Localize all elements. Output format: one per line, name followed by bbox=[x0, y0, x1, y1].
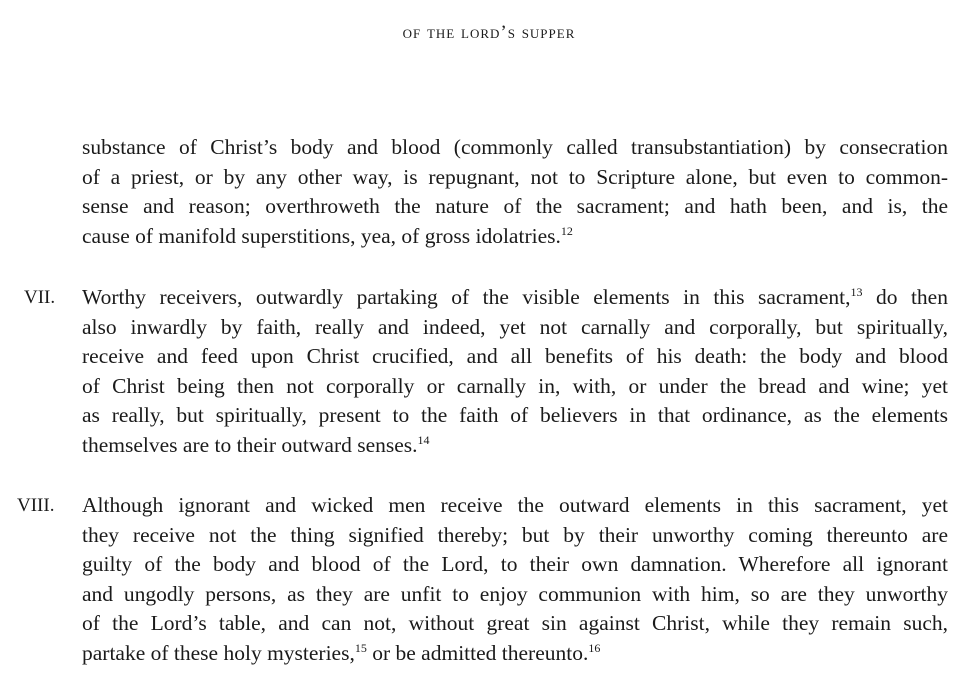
footnote-ref: 12 bbox=[560, 223, 573, 238]
text-fragment: partake of these holy mysteries, bbox=[82, 640, 355, 665]
text-line bbox=[82, 639, 948, 669]
text-line bbox=[82, 431, 948, 461]
text-line: and ungodly persons, as they are unfit to enjoy communion with him, so are they unworthy bbox=[82, 581, 948, 606]
text-line: they receive not the thing signified thereby; but by their unworthy coming thereunto are bbox=[82, 522, 948, 547]
text-fragment: themselves are to their outward senses. bbox=[82, 432, 418, 457]
text-line: also inwardly by faith, really and indeed, yet not carnally and corporally, but spiritually, bbox=[82, 314, 948, 339]
text-line: sense and reason; overthroweth the nature of the sacrament; and hath been, and is, the bbox=[82, 194, 948, 219]
text-line: of a priest, or by any other way, is repugnant, not to Scripture alone, but even to common- bbox=[82, 164, 948, 189]
footnote-ref: 14 bbox=[417, 432, 430, 447]
running-head: of the lord’s supper bbox=[402, 22, 576, 43]
section-number-vii: VII. bbox=[24, 287, 56, 308]
text-line: Although ignorant and wicked men receive the outward elements in this sacrament, yet bbox=[82, 493, 948, 517]
section-vi-continuation bbox=[82, 133, 948, 251]
text-line bbox=[82, 222, 948, 252]
section-number-viii: VIII. bbox=[17, 495, 55, 516]
footnote-ref: 15 bbox=[354, 640, 367, 655]
footnote-ref: 16 bbox=[588, 640, 601, 655]
text-fragment: or be admitted thereunto. bbox=[366, 640, 589, 665]
text-line: of the Lord’s table, and can not, without great sin against Christ, while they remain such, bbox=[82, 611, 948, 636]
text-line: of Christ being then not corporally or carnally in, with, or under the bread and wine; yet bbox=[82, 373, 948, 398]
section-vii bbox=[82, 283, 948, 461]
text-line: substance of Christ’s body and blood (commonly called transubstantiation) by consecration bbox=[82, 135, 948, 159]
text-line: as really, but spiritually, present to the faith of believers in that ordinance, as the elements bbox=[82, 403, 948, 428]
section-viii bbox=[82, 491, 948, 669]
text-fragment: Worthy receivers, outwardly partaking of the visible elements in this sacrament, bbox=[82, 285, 851, 309]
text-line: receive and feed upon Christ crucified, and all benefits of his death: the body and blood bbox=[82, 344, 948, 369]
text-fragment: cause of manifold superstitions, yea, of gross idolatries. bbox=[82, 223, 561, 248]
text-fragment: do then bbox=[862, 285, 948, 309]
text-line: guilty of the body and blood of the Lord, to their own damnation. Wherefore all ignorant bbox=[82, 552, 948, 577]
text-line bbox=[82, 283, 948, 313]
footnote-ref: 13 bbox=[850, 285, 863, 299]
